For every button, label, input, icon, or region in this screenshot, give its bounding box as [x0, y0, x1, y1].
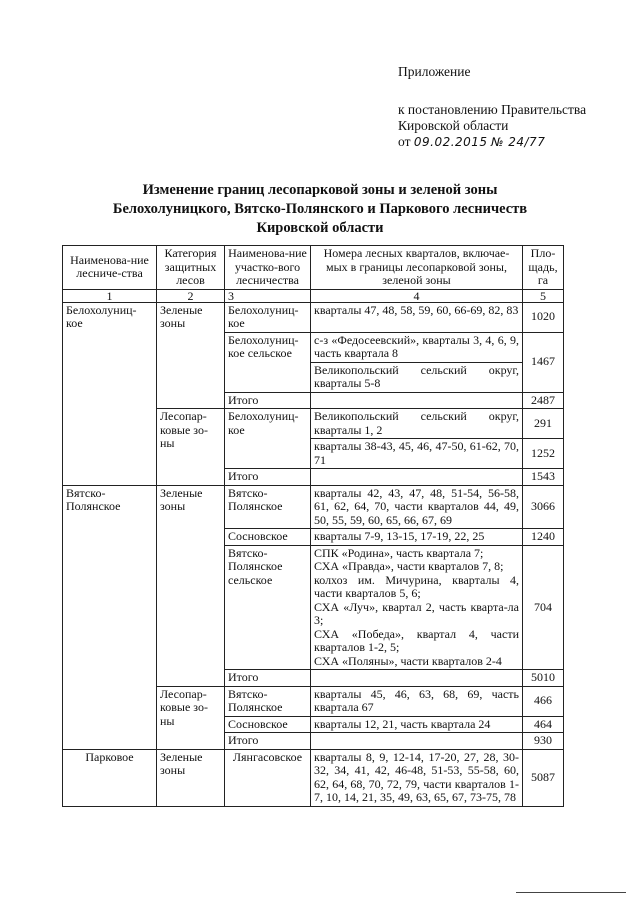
- district-cell: Лянгасовское: [225, 749, 311, 806]
- total-area: 930: [523, 733, 564, 750]
- forestry-cell: Белохолуниц-кое: [63, 302, 157, 485]
- quarters-cell: [311, 392, 523, 409]
- date-prefix: от: [398, 134, 411, 149]
- district-cell: Белохолуниц-кое сельское: [225, 332, 311, 392]
- category-cell: Лесопар-ковые зо-ны: [157, 686, 225, 749]
- quarters-line: СХА «Луч», квартал 2, часть кварта-ла 3;: [314, 599, 519, 627]
- area-cell: 1467: [523, 332, 564, 392]
- quarters-cell: кварталы 45, 46, 63, 68, 69, часть квартала 67: [311, 686, 523, 716]
- category-cell: Зеленые зоны: [157, 302, 225, 409]
- resolution-reference: к постановлению Правительства: [398, 102, 587, 117]
- table-header-row: [63, 246, 564, 290]
- table-row: [63, 485, 564, 529]
- document-title: [60, 181, 580, 238]
- total-label: Итого: [225, 670, 311, 687]
- category-cell: Лесопар-ковые зо-ны: [157, 409, 225, 486]
- area-cell: 704: [523, 545, 564, 670]
- quarters-cell: Великопольский сельский округ, кварталы 5-8: [311, 362, 523, 392]
- quarters-cell: кварталы 8, 9, 12-14, 17-20, 27, 28, 30-32, 34, 41, 42, 46-48, 51-53, 55-58, 60, 62, 64, 68, 70, 72, 79, части кварталов 1-7, 10, 14, 21, 35, 49, 63, 65, 67, 73-75, 78: [311, 749, 523, 806]
- quarters-cell: кварталы 12, 21, часть квартала 24: [311, 716, 523, 733]
- forestry-cell: Вятско-Полянское: [63, 485, 157, 749]
- document-header: [398, 64, 630, 150]
- quarters-line: колхоз им. Мичурина, кварталы 4, части кварталов 5, 6;: [314, 572, 519, 600]
- district-cell: Белохолуниц-кое: [225, 302, 311, 332]
- region-name: Кировской области: [398, 118, 509, 133]
- district-cell: Вятско-Полянское: [225, 686, 311, 716]
- quarters-cell: кварталы 7-9, 13-15, 17-19, 22, 25: [311, 529, 523, 546]
- quarters-line: СХА «Правда», части кварталов 7, 8;: [314, 559, 504, 573]
- area-cell: 1252: [523, 439, 564, 469]
- table-row: [63, 749, 564, 806]
- category-cell: Зеленые зоны: [157, 749, 225, 806]
- district-cell: Сосновское: [225, 529, 311, 546]
- title-line-3: Кировской области: [256, 220, 384, 236]
- column-number: 1: [63, 289, 157, 302]
- header-category: Категория защитных лесов: [157, 246, 225, 290]
- area-cell: 1240: [523, 529, 564, 546]
- table-row: [63, 302, 564, 332]
- header-area: Пло-щадь, га: [523, 246, 564, 290]
- total-area: 2487: [523, 392, 564, 409]
- area-cell: 3066: [523, 485, 564, 529]
- column-number: 2: [157, 289, 225, 302]
- footer-divider: [516, 892, 626, 893]
- total-area: 1543: [523, 469, 564, 486]
- quarters-cell: Великопольский сельский округ, кварталы 1, 2: [311, 409, 523, 439]
- total-area: 5010: [523, 670, 564, 687]
- category-cell: Зеленые зоны: [157, 485, 225, 686]
- quarters-line: СХА «Поляны», части кварталов 2-4: [314, 653, 502, 668]
- district-cell: Белохолуниц-кое: [225, 409, 311, 469]
- district-cell: Вятско-Полянское сельское: [225, 545, 311, 670]
- quarters-cell: [311, 545, 523, 670]
- quarters-line: СПК «Родина», часть квартала 7;: [314, 545, 484, 560]
- area-cell: 291: [523, 409, 564, 439]
- column-number: 3: [225, 289, 311, 302]
- date-number-line: [398, 134, 630, 150]
- area-cell: 466: [523, 686, 564, 716]
- total-label: Итого: [225, 733, 311, 750]
- quarters-cell: [311, 670, 523, 687]
- quarters-cell: [311, 733, 523, 750]
- appendix-label: Приложение: [398, 64, 471, 79]
- header-forestry: Наименова-ние лесниче-ства: [63, 246, 157, 290]
- handwritten-date: 09.02.2015: [413, 135, 488, 149]
- forest-zones-table: [62, 245, 564, 807]
- column-number: 5: [523, 289, 564, 302]
- quarters-line: СХА «Победа», квартал 4, части кварталов 1-2, 5;: [314, 626, 519, 654]
- handwritten-number: № 24/77: [490, 135, 546, 149]
- area-cell: 5087: [523, 749, 564, 806]
- quarters-cell: кварталы 47, 48, 58, 59, 60, 66-69, 82, 83: [311, 302, 523, 332]
- header-district: Наименова-ние участко-вого лесничества: [225, 246, 311, 290]
- quarters-cell: кварталы 38-43, 45, 46, 47-50, 61-62, 70, 71: [311, 439, 523, 469]
- total-label: Итого: [225, 469, 311, 486]
- total-label: Итого: [225, 392, 311, 409]
- quarters-cell: кварталы 42, 43, 47, 48, 51-54, 56-58, 61, 62, 64, 70, части кварталов 44, 49, 50, 55, 59, 60, 65, 66, 67, 69: [311, 485, 523, 529]
- title-line-1: Изменение границ лесопарковой зоны и зеленой зоны: [142, 182, 498, 198]
- header-quarters: Номера лесных кварталов, включае-мых в границы лесопарковой зоны, зеленой зоны: [311, 246, 523, 290]
- title-line-2: Белохолуницкого, Вятско-Полянского и Паркового лесничеств: [112, 201, 528, 217]
- quarters-cell: [311, 469, 523, 486]
- column-number-row: [63, 289, 564, 302]
- column-number: 4: [311, 289, 523, 302]
- forestry-cell: Парковое: [63, 749, 157, 806]
- area-cell: 1020: [523, 302, 564, 332]
- district-cell: Сосновское: [225, 716, 311, 733]
- district-cell: Вятско-Полянское: [225, 485, 311, 529]
- quarters-cell: с-з «Федосеевский», кварталы 3, 4, 6, 9, часть квартала 8: [311, 332, 523, 362]
- area-cell: 464: [523, 716, 564, 733]
